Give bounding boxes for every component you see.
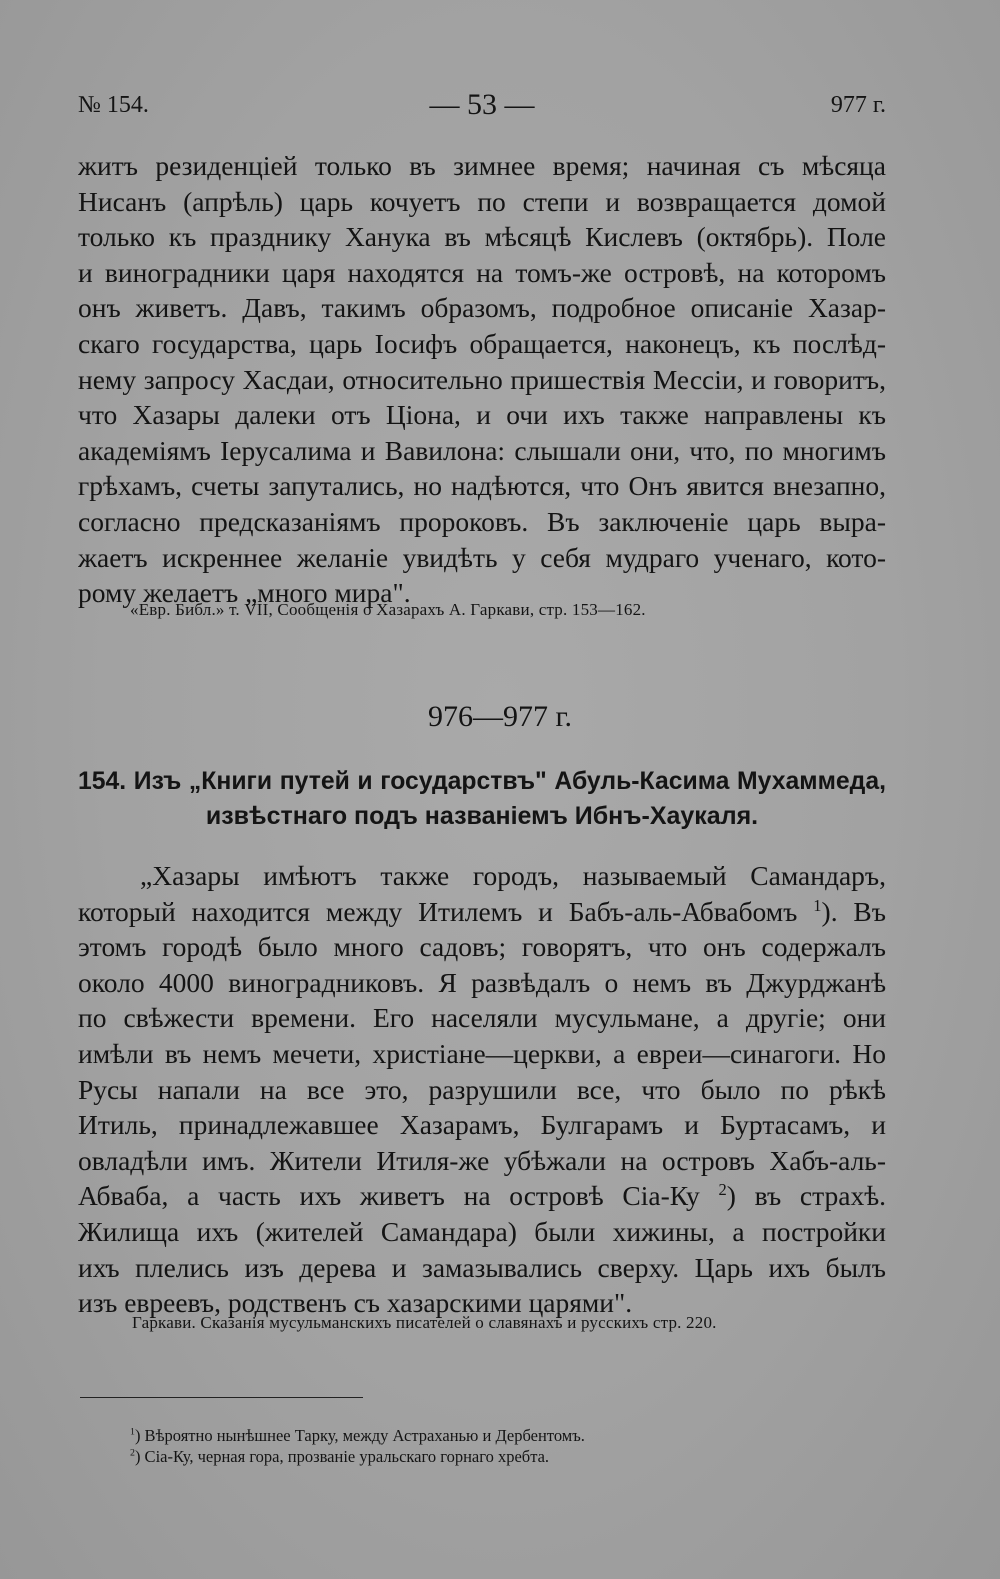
text-line: что Хазары далеки отъ Ціона, и очи ихъ также направлены къ — [78, 399, 886, 431]
text-line: этомъ городѣ было много садовъ; говорятъ, что онъ содержалъ — [78, 931, 886, 963]
text-line: около 4000 виноградниковъ. Я развѣдалъ о немъ въ Джурджанѣ — [78, 966, 886, 998]
footnotes — [130, 1425, 585, 1467]
text-line: житъ резиденціей только въ зимнее время; начиная съ мѣсяца — [78, 150, 886, 181]
text-line: овладѣли имъ. Жители Итиля-же убѣжали на островъ Хабъ-аль- — [78, 1144, 886, 1176]
text-line: скаго государства, царь Іосифъ обращается, наконецъ, къ послѣд- — [78, 327, 886, 359]
source-citation-1: «Евр. Библ.» т. VII, Сообщенія о Хазарахъ А. Гаркави, стр. 153—162. — [130, 600, 646, 619]
text-line: Жилища ихъ (жителей Самандара) были хижины, а постройки — [78, 1215, 886, 1247]
header-year: 977 г. — [830, 92, 886, 118]
source-citation-2: Гаркави. Сказанія мусульманскихъ писателей о славянахъ и русскихъ стр. 220. — [132, 1313, 717, 1332]
text-line: Итиль, принадлежавшее Хазарамъ, Булгарамъ и Буртасамъ, и — [78, 1109, 886, 1141]
document-title — [78, 765, 886, 833]
text-line-part: Абваба, а часть ихъ живетъ на островѣ Сіа-Ку — [78, 1180, 700, 1212]
text-line: согласно предсказаніямъ пророковъ. Въ заключеніе царь выра- — [78, 505, 886, 537]
text-line-part: ). Въ — [821, 895, 886, 927]
body-paragraph-1 — [78, 148, 886, 611]
footnote-number: 2 — [130, 1447, 135, 1459]
title-line-1: 154. Изъ „Книги путей и государствъ" Абуль-Касима Мухаммеда, — [78, 768, 886, 795]
text-line: и виноградники царя находятся на томъ-же островѣ, на которомъ — [78, 256, 886, 288]
page-number: — 53 — — [429, 88, 535, 121]
footnote-number: 1 — [130, 1426, 135, 1438]
text-line: рому желаетъ „много мира". — [78, 577, 411, 609]
text-line: ихъ плелись изъ дерева и замазывались сверху. Царь ихъ былъ — [78, 1251, 886, 1283]
text-line: „Хазары имѣютъ также городъ, называемый Самандаръ, — [140, 860, 886, 891]
footnote-divider — [80, 1397, 363, 1398]
page-header — [78, 88, 886, 124]
text-line: грѣхамъ, счеты запутались, но надѣются, что Онъ явится внезапно, — [78, 470, 886, 502]
text-line: нему запросу Хасдаи, относительно пришествія Мессіи, и говоритъ, — [78, 363, 886, 395]
text-line: имѣли въ немъ мечети, христіане—церкви, а евреи—синагоги. Но — [78, 1037, 886, 1069]
footnote-1 — [130, 1425, 585, 1446]
text-line — [78, 894, 886, 930]
section-year-heading: 976—977 г. — [428, 700, 572, 733]
text-line: онъ живетъ. Давъ, такимъ образомъ, подробное описаніе Хазар- — [78, 292, 886, 324]
body-paragraph-2 — [78, 858, 886, 1321]
footnote-2 — [130, 1446, 585, 1467]
text-line: по свѣжести времени. Его населяли мусульмане, а другіе; они — [78, 1002, 886, 1034]
text-line: жаетъ искреннее желаніе увидѣть у себя мудраго ученаго, кото- — [78, 541, 886, 573]
text-line: академіямъ Іерусалима и Вавилона: слышали они, что, по многимъ — [78, 434, 886, 466]
text-line — [78, 1178, 886, 1214]
footnote-text: ) Сіа-Ку, черная гора, прозваніе уральскаго горнаго хребта. — [134, 1447, 550, 1466]
title-line-2: извѣстнаго подъ названіемъ Ибнъ-Хаукаля. — [205, 802, 759, 830]
document-number: № 154. — [78, 92, 149, 118]
text-line-part: который находится между Итилемъ и Бабъ-аль-Абвабомъ — [78, 895, 798, 927]
text-line: Нисанъ (апрѣль) царь кочуетъ по степи и возвращается домой — [78, 185, 886, 217]
text-line: Русы напали на все это, разрушили все, что было по рѣкѣ — [78, 1073, 886, 1105]
footnote-marker: 1 — [813, 895, 822, 915]
footnote-marker: 2 — [718, 1180, 727, 1200]
text-line: только къ празднику Ханука въ мѣсяцѣ Кислевъ (октябрь). Поле — [78, 221, 886, 253]
text-line: изъ евреевъ, родственъ съ хазарскими царями". — [78, 1287, 633, 1319]
footnote-text: ) Вѣроятно нынѣшнее Тарку, между Астраханью и Дербентомъ. — [134, 1426, 585, 1445]
text-line-part: ) въ страхѣ. — [726, 1180, 886, 1212]
